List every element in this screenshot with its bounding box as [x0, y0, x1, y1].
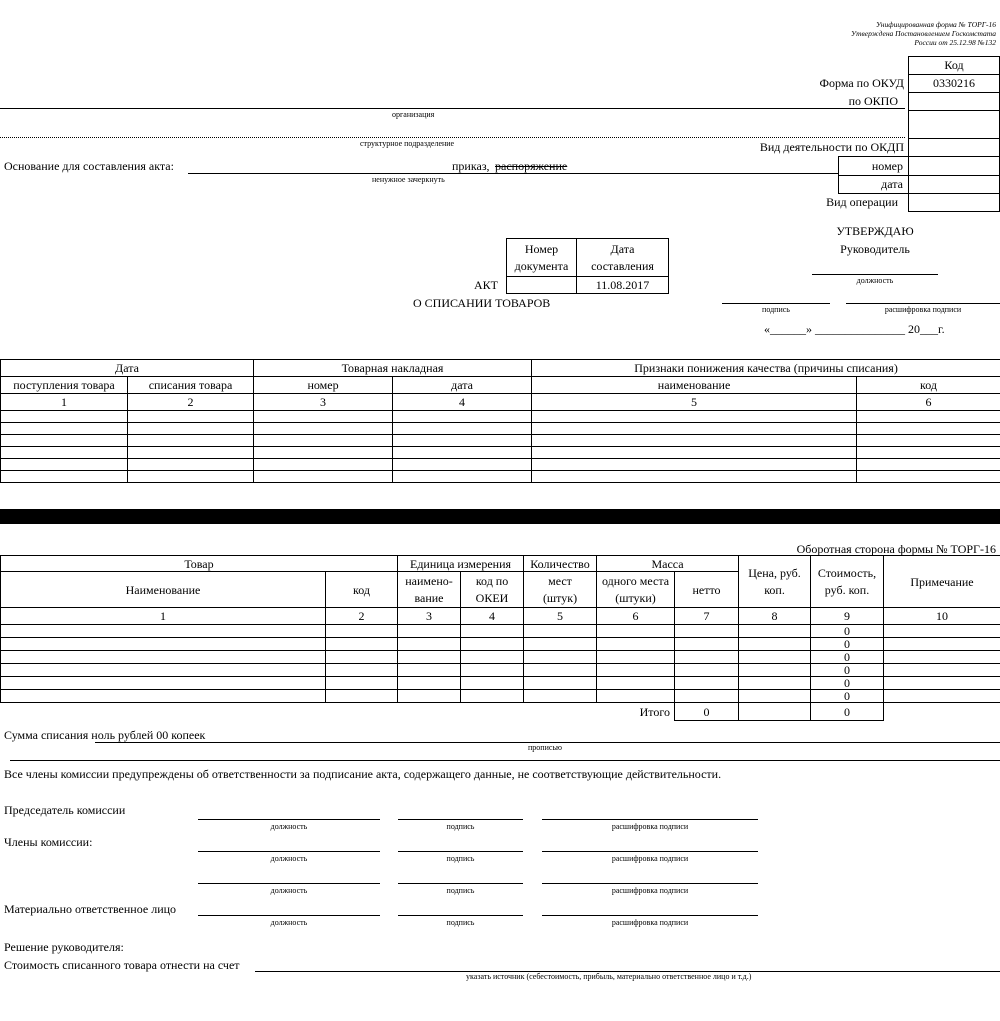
t2-cost-cell[interactable]: 0 [811, 664, 884, 677]
t1-group-reasons: Признаки понижения качества (причины списания) [532, 360, 1000, 377]
t2-total-net: 0 [675, 703, 739, 721]
t1-group-invoice: Товарная накладная [254, 360, 532, 377]
reverse-title: Оборотная сторона формы № ТОРГ-16 [796, 542, 996, 556]
t2-h-qty: Количество [524, 556, 597, 572]
decoding-caption: расшифровка подписи [611, 918, 689, 927]
t2-h-okei: код по ОКЕИ [461, 572, 524, 608]
t2-cost-cell[interactable]: 0 [811, 677, 884, 690]
table-row [1, 411, 1000, 423]
sum-text: Сумма списания ноль рублей 00 копеек [4, 728, 206, 742]
t1-num: 6 [857, 394, 1000, 411]
t2-num: 10 [884, 608, 1000, 625]
goods-table [0, 555, 1000, 721]
okdp-label: Вид деятельности по ОКДП [759, 140, 904, 154]
t2-h-one-place: одного места (штуки) [597, 572, 675, 608]
table-row [1, 459, 1000, 471]
page-separator [0, 509, 1000, 524]
responsible-label: Материально ответственное лицо [4, 902, 177, 916]
position-caption: должность [270, 918, 308, 927]
form-header-line3: России от 25.12.98 №132 [914, 38, 996, 47]
t2-num: 5 [524, 608, 597, 625]
t2-h-name: Наименование [1, 572, 326, 608]
t1-col-received: поступления товара [1, 377, 128, 394]
approve-position-line[interactable] [812, 274, 938, 275]
t1-col-date: дата [393, 377, 532, 394]
form-header-line2: Утверждена Постановлением Госкомстата [851, 29, 996, 38]
table-row [1, 435, 1000, 447]
act-doc-table [506, 238, 669, 294]
table-row [1, 690, 1000, 703]
decoding-caption: расшифровка подписи [611, 854, 689, 863]
signature-caption: подпись [446, 854, 475, 863]
reasons-table [0, 359, 1000, 483]
table-row [1, 625, 1000, 638]
act-date-value[interactable]: 11.08.2017 [577, 277, 669, 294]
t2-num: 4 [461, 608, 524, 625]
table-row [1, 664, 1000, 677]
t1-col-written: списания товара [128, 377, 254, 394]
t2-num: 6 [597, 608, 675, 625]
chairman-label: Председатель комиссии [4, 803, 126, 817]
approve-role: Руководитель [840, 242, 910, 256]
t2-cost-cell[interactable]: 0 [811, 625, 884, 638]
okpo-label: по ОКПО [848, 94, 898, 108]
position-caption: должность [270, 886, 308, 895]
t1-num: 1 [1, 394, 128, 411]
form-header-line1: Унифицированная форма № ТОРГ-16 [875, 20, 996, 29]
t1-num: 5 [532, 394, 857, 411]
kod-label: Код [944, 58, 964, 72]
approve-decoding-line[interactable] [846, 303, 1000, 304]
t2-num: 8 [739, 608, 811, 625]
position-caption: должность [270, 822, 308, 831]
approve-signature-line[interactable] [722, 303, 830, 304]
organization-caption: организация [392, 110, 435, 119]
t1-col-name: наименование [532, 377, 857, 394]
basis-prikaz: приказ, [452, 159, 490, 173]
strike-note: ненужное зачеркнуть [372, 175, 445, 184]
warning-text: Все члены комиссии предупреждены об ответственности за подписание акта, содержащего данные, не соответствующие действительности. [4, 767, 722, 781]
t2-h-note: Примечание [884, 556, 1000, 608]
t2-num: 1 [1, 608, 326, 625]
decision-label: Решение руководителя: [4, 940, 124, 954]
table-row [1, 677, 1000, 690]
t2-h-unit: Единица измерения [398, 556, 524, 572]
act-doc-number-value[interactable] [507, 277, 577, 294]
t2-h-unit-name: наимено- вание [398, 572, 461, 608]
basis-rasporyazhenie: распоряжение [495, 159, 568, 173]
table-row [1, 638, 1000, 651]
approve-title: УТВЕРЖДАЮ [836, 224, 914, 238]
form-header [851, 20, 996, 47]
approve-position-caption: должность [856, 276, 894, 285]
t2-num: 9 [811, 608, 884, 625]
table-row [1, 423, 1000, 435]
okud-label: Форма по ОКУД [819, 76, 904, 90]
okud-value: 0330216 [933, 76, 975, 90]
sum-line-2[interactable] [10, 760, 1000, 761]
t2-num: 2 [326, 608, 398, 625]
source-caption: указать источник (себестоимость, прибыль, материально ответственное лицо и т.д.) [466, 972, 752, 981]
t2-cost-cell[interactable]: 0 [811, 638, 884, 651]
t2-h-tovar: Товар [1, 556, 398, 572]
t2-num: 3 [398, 608, 461, 625]
decoding-caption: расшифровка подписи [611, 886, 689, 895]
nomer-label: номер [871, 159, 903, 173]
t1-group-date: Дата [1, 360, 254, 377]
words-caption: прописью [528, 743, 563, 752]
subdivision-line[interactable] [0, 137, 905, 138]
t2-h-mass: Масса [597, 556, 739, 572]
act-title: О СПИСАНИИ ТОВАРОВ [413, 296, 551, 310]
act-label: АКТ [474, 278, 498, 292]
t2-h-cost: Стоимость, руб. коп. [811, 556, 884, 608]
t2-h-code: код [326, 572, 398, 608]
approve-signature-caption: подпись [762, 305, 790, 314]
table-row [1, 651, 1000, 664]
t2-total-cost: 0 [811, 703, 884, 721]
decoding-caption: расшифровка подписи [611, 822, 689, 831]
signature-caption: подпись [446, 822, 475, 831]
signature-caption: подпись [446, 886, 475, 895]
position-caption: должность [270, 854, 308, 863]
approve-date-line: «______» _______________ 20___г. [764, 322, 945, 336]
t1-num: 3 [254, 394, 393, 411]
operation-label: Вид операции [826, 195, 898, 209]
t2-h-price: Цена, руб. коп. [739, 556, 811, 608]
t2-h-net: нетто [675, 572, 739, 608]
subdivision-caption: структурное подразделение [360, 139, 455, 148]
table-row [1, 447, 1000, 459]
t2-total-price [739, 703, 811, 721]
t2-cost-cell[interactable]: 0 [811, 651, 884, 664]
basis-label: Основание для составления акта: [4, 159, 174, 173]
account-text: Стоимость списанного товара отнести на счет [4, 958, 240, 972]
data-label: дата [881, 177, 903, 191]
t2-h-places: мест (штук) [524, 572, 597, 608]
organization-line[interactable] [0, 108, 905, 109]
t1-col-number: номер [254, 377, 393, 394]
t2-cost-cell[interactable]: 0 [811, 690, 884, 703]
table-row [1, 471, 1000, 483]
t1-num: 4 [393, 394, 532, 411]
signature-caption: подпись [446, 918, 475, 927]
t1-col-code: код [857, 377, 1000, 394]
act-doc-number-header: Номер документа [507, 239, 577, 277]
members-label: Члены комиссии: [4, 835, 93, 849]
approve-decoding-caption: расшифровка подписи [884, 305, 962, 314]
t2-num: 7 [675, 608, 739, 625]
t2-total-label: Итого [1, 703, 675, 721]
act-date-header: Дата составления [577, 239, 669, 277]
t1-num: 2 [128, 394, 254, 411]
